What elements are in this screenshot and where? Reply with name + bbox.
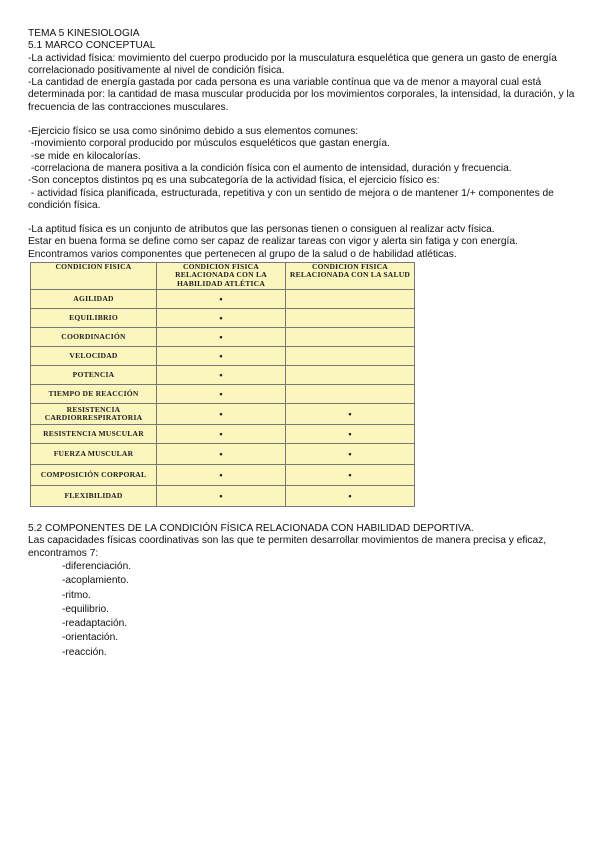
cell-atletica: • <box>157 309 286 328</box>
row-name: TIEMPO DE REACCIÓN <box>31 385 157 404</box>
document-page <box>28 28 576 660</box>
table-row <box>31 328 415 347</box>
document-title: TEMA 5 KINESIOLOGIA <box>28 28 140 39</box>
paragraph: -La actividad física: movimiento del cuerpo producido por la musculatura esquelética que genera un gasto de energía correlacionado positivamente al nivel de condición física. <box>28 52 560 76</box>
row-name: POTENCIA <box>31 366 157 385</box>
row-name: RESISTENCIA CARDIORRESPIRATORIA <box>31 404 157 425</box>
row-name: FUERZA MUSCULAR <box>31 444 157 465</box>
table-row <box>31 425 415 444</box>
paragraph: Las capacidades físicas coordinativas son las que te permiten desarrollar movimientos de manera precisa y eficaz, encontramos 7: <box>28 535 549 559</box>
cell-salud <box>286 290 415 309</box>
cell-atletica: • <box>157 404 286 425</box>
paragraph: -se mide en kilocalorías. <box>28 150 141 162</box>
cell-atletica: • <box>157 486 286 507</box>
row-name: AGILIDAD <box>31 290 157 309</box>
paragraph: -Son conceptos distintos pq es una subcategoría de la actividad física, el ejercicio físico es: <box>28 175 440 187</box>
list-item: -diferenciación. <box>62 560 132 572</box>
paragraph: Estar en buena forma se define como ser capaz de realizar tareas con vigor y alerta sin fatiga y con energía. <box>28 236 518 248</box>
cell-salud: • <box>286 465 415 486</box>
table-row <box>31 486 415 507</box>
row-name: COORDINACIÓN <box>31 328 157 347</box>
section-2 <box>28 523 576 660</box>
list-item: -acoplamiento. <box>62 575 129 587</box>
paragraph: -correlaciona de manera positiva a la condición física con el aumento de intensidad, duración y frecuencia. <box>28 162 512 174</box>
cell-atletica: • <box>157 328 286 347</box>
list-item: -equilibrio. <box>62 603 109 615</box>
paragraph: - actividad física planificada, estructurada, repetitiva y con un sentido de mejora o de mantener 1/+ componentes de condición física. <box>28 187 557 211</box>
table-row <box>31 404 415 425</box>
table-header-row <box>31 263 415 290</box>
cell-salud <box>286 385 415 404</box>
paragraph: Encontramos varios componentes que pertenecen al grupo de la salud o de habilidad atléticas. <box>28 248 457 260</box>
section-2-heading: 5.2 COMPONENTES DE LA CONDICIÓN FÍSICA RELACIONADA CON HABILIDAD DEPORTIVA. <box>28 523 474 535</box>
list-item: -reacción. <box>62 646 107 658</box>
cell-salud <box>286 347 415 366</box>
header-condicion-fisica: CONDICION FISICA <box>31 263 157 290</box>
cell-atletica: • <box>157 290 286 309</box>
row-name: EQUILIBRIO <box>31 309 157 328</box>
cell-salud <box>286 309 415 328</box>
row-name: COMPOSICIÓN CORPORAL <box>31 465 157 486</box>
capacidades-list <box>28 560 576 660</box>
row-name: FLEXIBILIDAD <box>31 486 157 507</box>
table-row <box>31 444 415 465</box>
cell-salud: • <box>286 444 415 465</box>
paragraph: -La cantidad de energía gastada por cada persona es una variable contínua que va de menor a mayoral cual está determinada por: la cantidad de masa muscular producida por los movimientos corporales, la intensidad, la duración, y la frecuencia de las contracciones musculares. <box>28 77 578 113</box>
cell-atletica: • <box>157 347 286 366</box>
cell-atletica: • <box>157 425 286 444</box>
cell-atletica: • <box>157 444 286 465</box>
paragraph: -movimiento corporal producido por músculos esqueléticos que gastan energía. <box>28 138 390 150</box>
paragraph: -La aptitud física es un conjunto de atributos que las personas tienen o consiguen al realizar actv física. <box>28 224 495 236</box>
cell-salud <box>286 366 415 385</box>
table-row <box>31 465 415 486</box>
header-salud: CONDICION FISICA RELACIONADA CON LA SALUD <box>286 263 415 290</box>
cell-salud: • <box>286 486 415 507</box>
cell-atletica: • <box>157 385 286 404</box>
cell-salud: • <box>286 404 415 425</box>
table-row <box>31 347 415 366</box>
table-row <box>31 309 415 328</box>
list-item: -orientación. <box>62 632 119 644</box>
cell-salud: • <box>286 425 415 444</box>
list-item: -ritmo. <box>62 589 91 601</box>
paragraph: -Ejercicio físico se usa como sinónimo debido a sus elementos comunes: <box>28 126 359 138</box>
section-1-heading: 5.1 MARCO CONCEPTUAL <box>28 40 156 52</box>
table-row <box>31 290 415 309</box>
cell-atletica: • <box>157 366 286 385</box>
table-row <box>31 366 415 385</box>
condicion-fisica-table <box>30 262 415 507</box>
row-name: VELOCIDAD <box>31 347 157 366</box>
row-name: RESISTENCIA MUSCULAR <box>31 425 157 444</box>
cell-atletica: • <box>157 465 286 486</box>
list-item: -readaptación. <box>62 618 128 630</box>
cell-salud <box>286 328 415 347</box>
table-row <box>31 385 415 404</box>
header-habilidad-atletica: CONDICION FISICA RELACIONADA CON LA HABILIDAD ATLÉTICA <box>157 263 286 290</box>
